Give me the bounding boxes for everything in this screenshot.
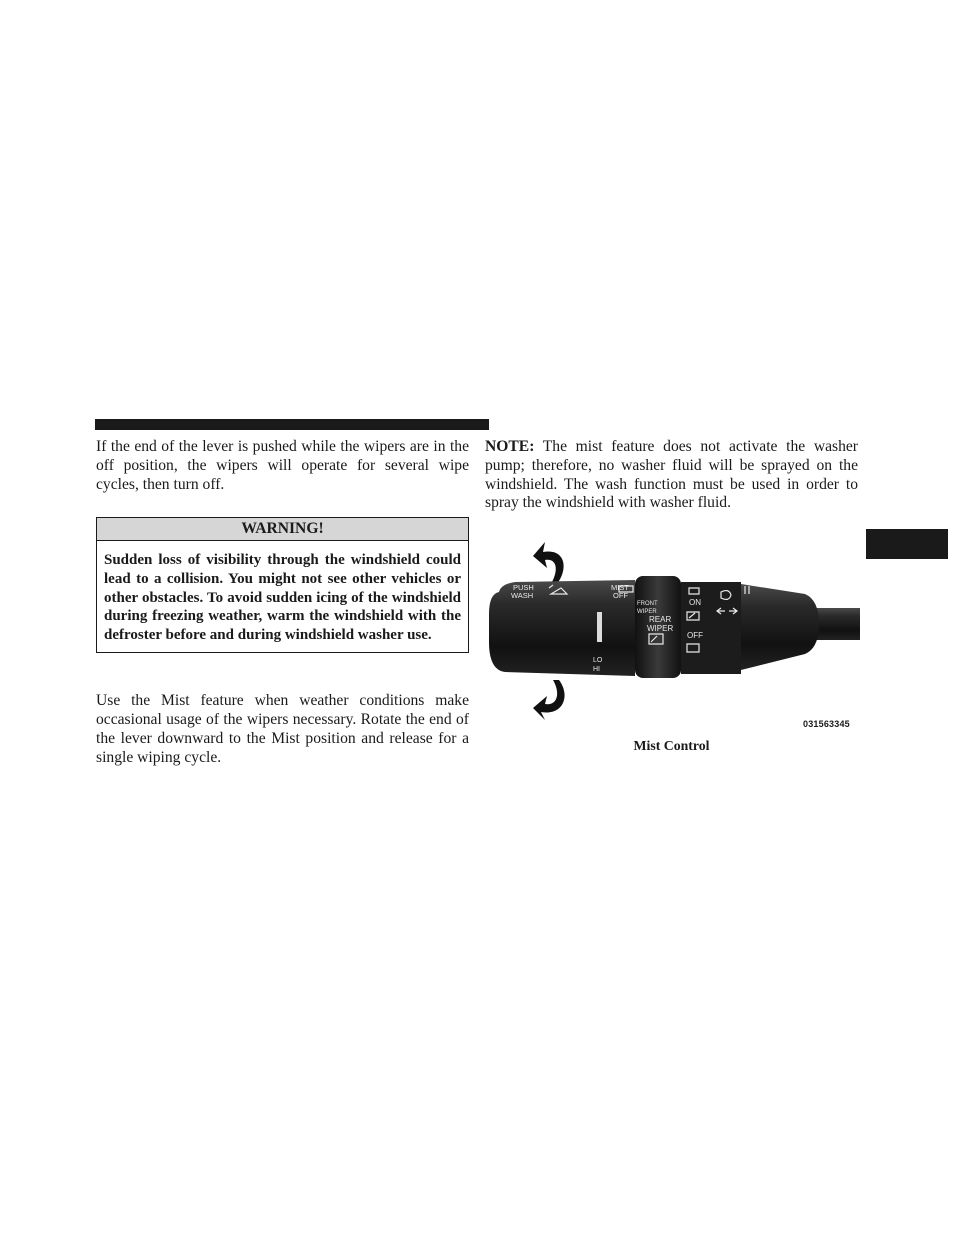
figure-caption: Mist Control	[633, 738, 710, 753]
rear-wiper-label-2: WIPER	[647, 624, 674, 633]
lo-label: LO	[593, 657, 603, 664]
on-label: ON	[689, 598, 701, 607]
warning-title: WARNING!	[97, 518, 468, 541]
section-rule	[95, 419, 489, 430]
left-column	[96, 438, 469, 768]
push-wash-label-2: WASH	[511, 591, 534, 600]
warning-body: Sudden loss of visibility through the windshield could lead to a collision. You might not see other vehicles or other obstacles. To avoid sudden icing of the windshield during freezing weather, warm the windshield with the defroster before and during windshield washer use.	[104, 552, 461, 643]
push-wash-label-1: PUSH	[513, 583, 534, 592]
mist-control-figure	[485, 530, 860, 735]
note-text: The mist feature does not activate the washer pump; therefore, no washer fluid will be sprayed on the windshield. The wash function must be used in order to spray the windshield with washer fluid.	[485, 438, 858, 512]
off-label: OFF	[613, 591, 628, 600]
mist-paragraph: Use the Mist feature when weather conditions make occasional usage of the wipers necessary. Rotate the end of the lever downward to the Mist position and release for a single wiping cycle.	[96, 692, 469, 766]
lever-rear-section	[741, 584, 819, 670]
lever-push-paragraph: If the end of the lever is pushed while the wipers are in the off position, the wipers will operate for several wipe cycles, then turn off.	[96, 438, 469, 493]
wiper-lever-illustration	[485, 530, 860, 720]
right-column	[485, 438, 858, 513]
note-paragraph	[485, 438, 858, 513]
position-indicator	[597, 612, 602, 642]
mist-label: MIST	[611, 583, 629, 592]
figure-id: 031563345	[803, 719, 850, 729]
chapter-thumb-tab	[866, 529, 948, 559]
rotate-down-arrow-icon	[533, 680, 565, 720]
warning-box	[96, 517, 469, 653]
off2-label: OFF	[687, 631, 703, 640]
note-label: NOTE:	[485, 438, 535, 455]
lever-stalk	[815, 608, 860, 640]
front-wiper-label-1: FRONT	[637, 601, 658, 607]
rotary-ring-rear	[681, 582, 741, 674]
rotate-up-arrow-icon	[533, 542, 564, 584]
front-wiper-label-2: WIPER	[637, 609, 657, 615]
hi-label: HI	[593, 666, 600, 673]
rear-wiper-label-1: REAR	[649, 615, 672, 624]
